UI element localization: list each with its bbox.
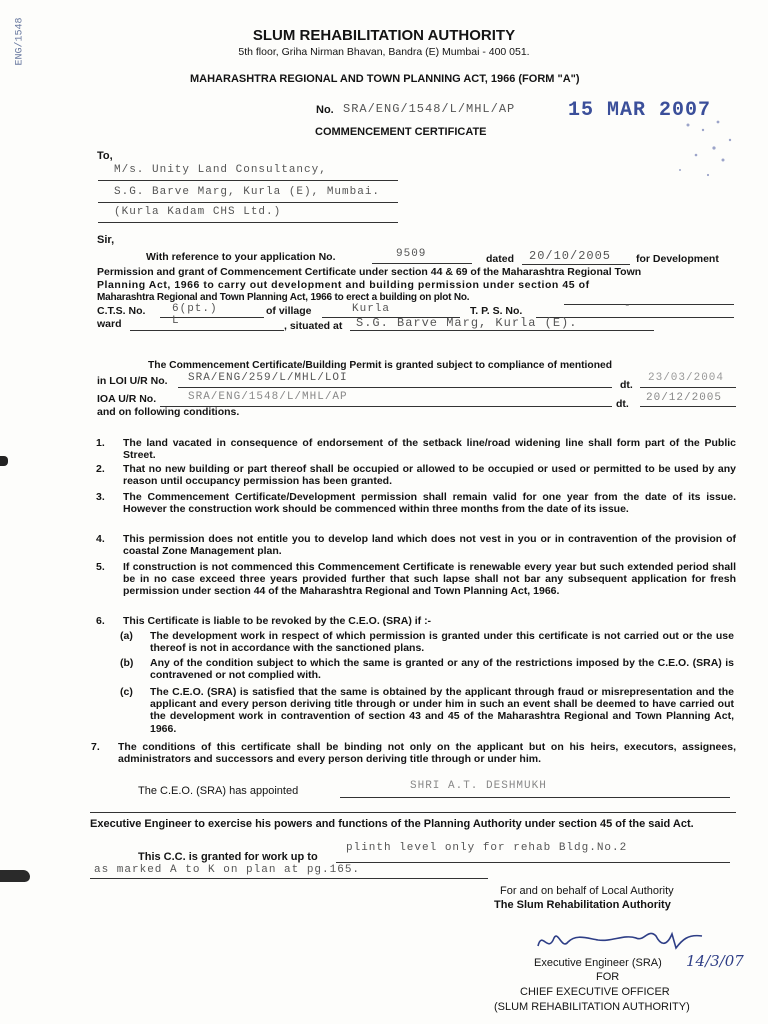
village-value: Kurla [352,303,391,315]
condition-number: 4. [96,533,105,545]
granted-underline-1 [336,862,730,863]
following-conditions: and on following conditions. [97,406,240,418]
section-divider [90,812,736,813]
subcondition-c [120,686,734,735]
for-label: FOR [596,971,620,983]
grant-text-1: The Commencement Certificate/Building Permit is granted subject to compliance of mentioned [148,360,613,371]
ward-underline [130,330,284,331]
recipient-line-1: M/s. Unity Land Consultancy, [114,164,327,176]
loi-dt-label: dt. [620,379,633,391]
condition-2 [96,463,736,487]
edge-mark-bottom-left [0,870,30,882]
salutation: Sir, [97,234,115,246]
condition-number: 5. [96,561,105,573]
stamp-smudge [668,110,748,190]
reference-number: SRA/ENG/1548/L/MHL/AP [343,102,516,116]
subcondition-text: Any of the condition subject to which the same is granted or any of the restrictions imposed by the C.E.O. (SRA) is contravened or not complied with. [150,657,734,682]
application-number: 9509 [396,248,427,260]
condition-text: That no new building or part thereof shall be occupied or allowed to be occupied or used or permitted to be used by any reason until occupancy permission has been granted. [123,463,736,488]
recipient-underline-2 [98,202,398,203]
condition-text: This permission does not entitle you to develop land which does not vest in you or in contravention of the provision of coastal Zone Management plan. [123,533,736,558]
loi-underline [178,387,612,388]
condition-6 [96,615,736,627]
side-reference: ENG/1548 [14,17,26,66]
recipient-line-3: (Kurla Kadam CHS Ltd.) [114,206,282,218]
appointed-underline [340,797,730,798]
date-stamp: 15 MAR 2007 [568,99,712,122]
subcondition-text: The C.E.O. (SRA) is satisfied that the same is obtained by the applicant through fraud or misrepresentation and the applicant and every person deriving title through or under him in such an event shall be deemed to have carried out the development work in contravention of section 43 and 45 of the Maharashtra Regional and Town Planning Act, 1966. [150,686,734,735]
condition-1 [96,437,736,461]
designation: Executive Engineer (SRA) [534,957,662,969]
cts-label: C.T.S. No. [97,305,146,317]
condition-number: 1. [96,437,105,449]
application-date-underline [522,264,630,265]
condition-5 [96,561,736,598]
granted-work-line-2: as marked A to K on plan at pg.165. [94,864,361,876]
condition-number: 3. [96,491,105,503]
ward-label: ward [97,318,122,330]
application-date: 20/10/2005 [529,249,612,263]
condition-number: 7. [91,741,100,753]
subcondition-letter: (a) [120,630,133,642]
condition-text: This Certificate is liable to be revoked by the C.E.O. (SRA) if :- [123,615,432,627]
condition-7 [91,741,736,765]
condition-4 [96,533,736,557]
to-label: To, [97,150,113,162]
ioa-date-underline [640,406,736,407]
subcondition-b [120,657,734,681]
condition-text: The Commencement Certificate/Development permission shall remain valid for one year from the date of its issue. However the construction work should be commenced within three months from the date of its issue. [123,491,736,516]
granted-work-line-1: plinth level only for rehab Bldg.No.2 [346,842,628,854]
condition-number: 6. [96,615,105,627]
loi-date: 23/03/2004 [648,372,725,384]
appointed-label: The C.E.O. (SRA) has appointed [138,785,299,797]
recipient-underline-1 [98,180,398,181]
loi-value: SRA/ENG/259/L/MHL/LOI [188,372,348,384]
condition-text: The land vacated in consequence of endorsement of the setback line/road widening line shall form part of the Public Street. [123,437,736,462]
granted-label: This C.C. is granted for work up to [138,851,318,863]
act-heading: MAHARASHTRA REGIONAL AND TOWN PLANNING ACT, 1966 (FORM "A") [190,73,580,85]
application-number-underline [372,263,472,264]
appointed-name: SHRI A.T. DESHMUKH [410,780,547,792]
ioa-value: SRA/ENG/1548/L/MHL/AP [188,391,348,403]
organisation-label: (SLUM REHABILITATION AUTHORITY) [494,1001,690,1013]
recipient-underline-3 [98,222,398,223]
on-behalf-line-1: For and on behalf of Local Authority [500,885,674,897]
situated-label: , situated at [284,320,343,332]
ioa-date: 20/12/2005 [646,392,723,404]
condition-text: If construction is not commenced this Commencement Certificate is renewable every year but such extended period shall be in no case exceed three years provided further that such lapse shall not bar any subsequent application for fresh permission under section 44 of the Maharashtra Regional and Town Planning Act, 1966. [123,561,736,598]
on-behalf-line-2: The Slum Rehabilitation Authority [494,899,671,911]
certificate-title: COMMENCEMENT CERTIFICATE [315,126,487,138]
ioa-label: IOA U/R No. [97,393,157,405]
granted-underline-2 [90,878,488,879]
authority-address: 5th floor, Griha Nirman Bhavan, Bandra (E) Mumbai - 400 051. [238,46,530,58]
intro-text-dated: dated [486,253,515,265]
subcondition-letter: (c) [120,686,133,698]
plot-number-underline [564,304,734,305]
authority-name: SLUM REHABILITATION AUTHORITY [252,27,516,44]
condition-number: 2. [96,463,105,475]
subcondition-a [120,630,734,654]
condition-text: The conditions of this certificate shall be binding not only on the applicant but on his heirs, executors, assignees, administrators and successors and every person deriving title through or under him. [118,741,736,766]
intro-text-4: Maharashtra Regional and Town Planning Act, 1966 to erect a building on plot No. [97,292,470,303]
executive-engineer-paragraph: Executive Engineer to exercise his powers and functions of the Planning Authority under section 45 of the said Act. [90,818,694,830]
situated-underline [350,330,654,331]
village-label: of village [266,305,312,317]
cts-value: 6(pt.) [172,303,218,315]
recipient-line-2: S.G. Barve Marg, Kurla (E), Mumbai. [114,186,381,198]
intro-text-3: Planning Act, 1966 to carry out development and building permission under section 45 of [97,279,590,291]
intro-text-development: for Development [636,253,719,265]
signature-date: 14/3/07 [686,952,744,970]
tps-label: T. P. S. No. [470,305,523,317]
ioa-dt-label: dt. [616,398,629,410]
subcondition-text: The development work in respect of which permission is granted under this certificate is not carried out or the use thereof is not in accordance with the sanctioned plans. [150,630,734,655]
situated-value: S.G. Barve Marg, Kurla (E). [356,316,578,330]
intro-text-2: Permission and grant of Commencement Certificate under section 44 & 69 of the Maharashtra Regional Town [97,266,642,278]
intro-text-1: With reference to your application No. [146,251,336,263]
edge-mark-left [0,456,8,466]
ceo-label: CHIEF EXECUTIVE OFFICER [520,986,670,998]
subcondition-letter: (b) [120,657,134,669]
reference-label: No. [316,104,334,116]
loi-date-underline [640,387,736,388]
tps-value: - [624,300,632,312]
ward-value: L [172,315,180,327]
loi-label: in LOI U/R No. [97,375,168,387]
condition-3 [96,491,736,515]
